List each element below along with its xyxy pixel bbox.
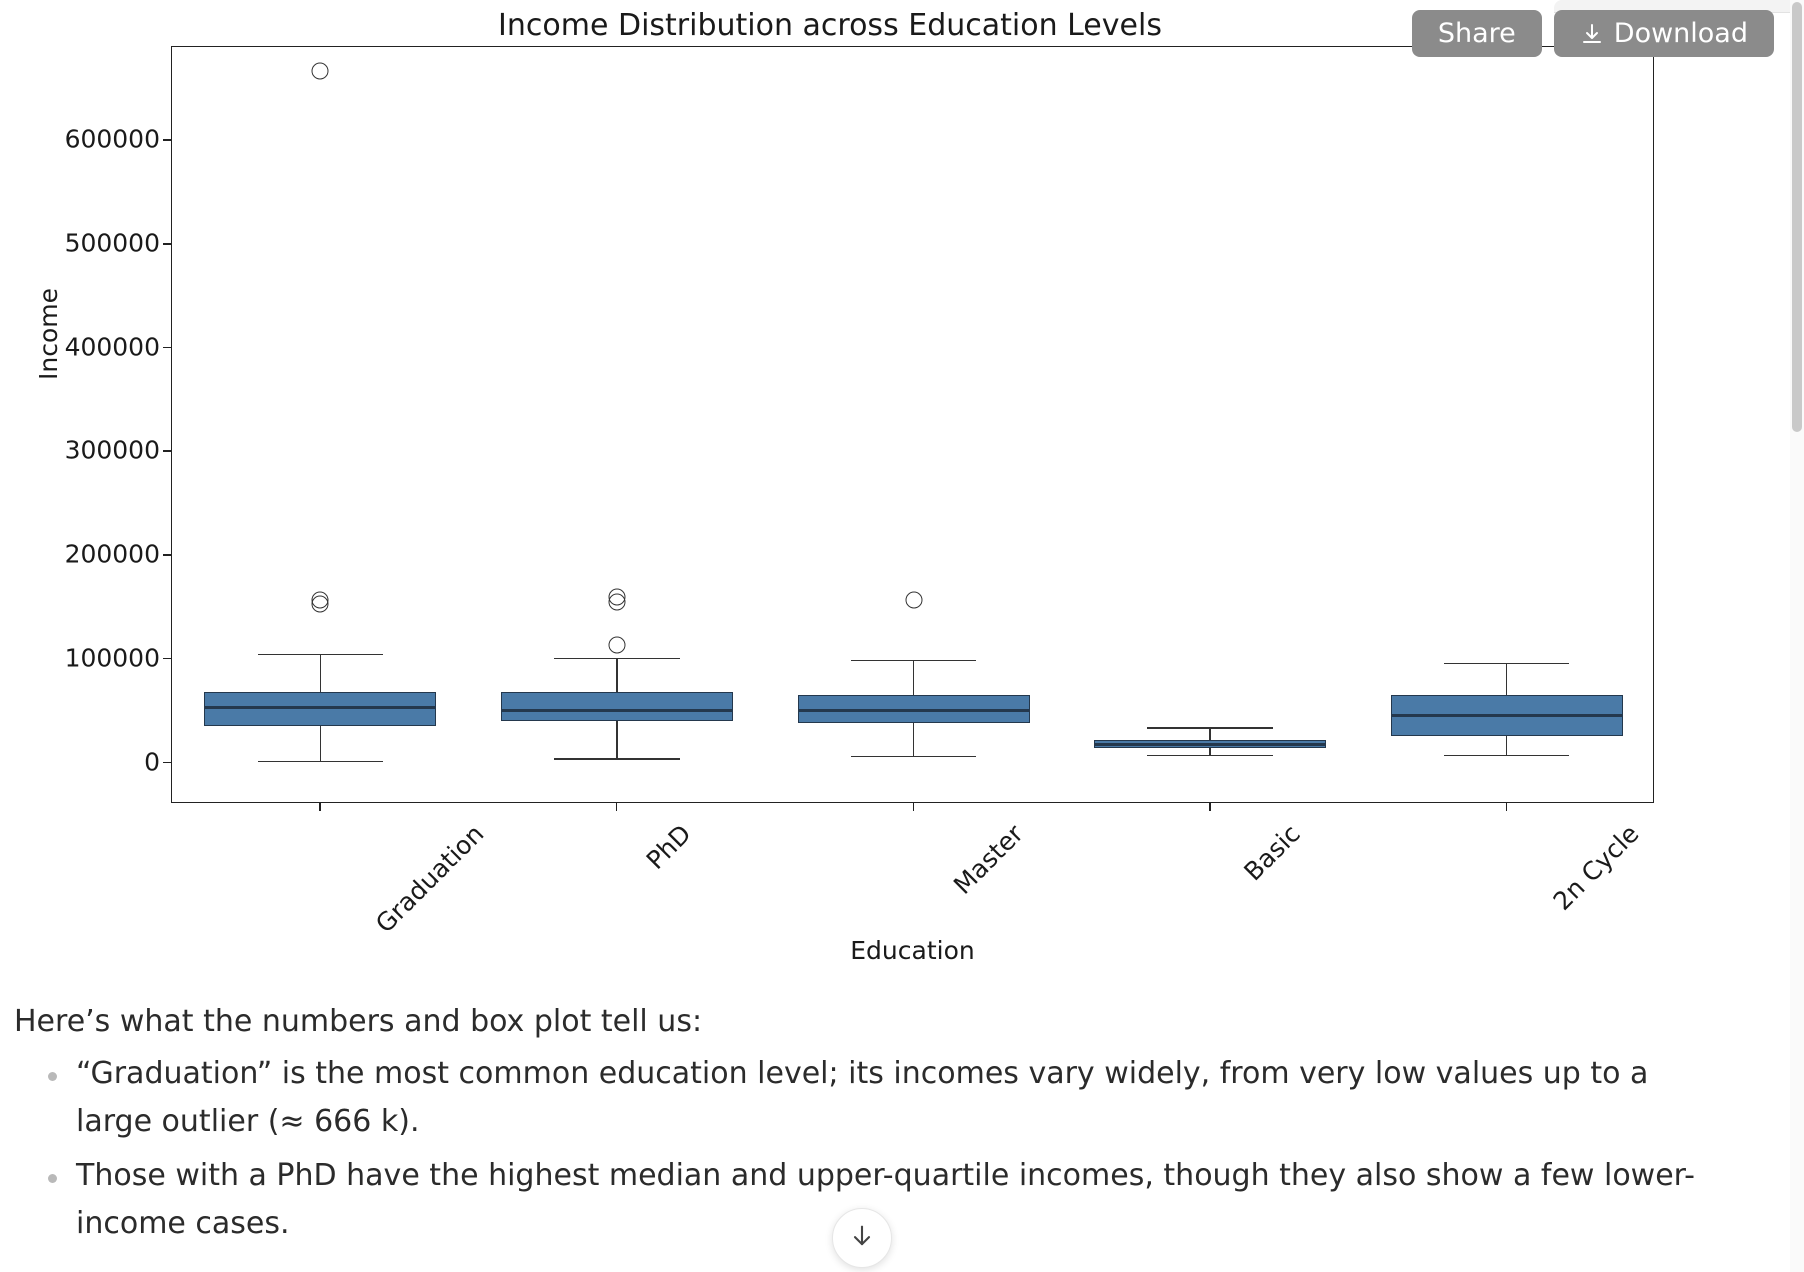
answer-bullet: “Graduation” is the most common education level; its incomes vary widely, from very low values up to a large outlier (≈ 666 k). <box>14 1050 1714 1146</box>
x-tick-label: 2n Cycle <box>1547 819 1645 916</box>
share-button[interactable] <box>1412 10 1542 57</box>
cap-lower <box>258 761 383 763</box>
chart-title: Income Distribution across Education Levels <box>498 8 1162 43</box>
x-tick-mark <box>1506 803 1508 811</box>
whisker-upper <box>913 660 915 695</box>
median-line <box>204 706 436 709</box>
y-tick-label: 400000 <box>64 332 160 362</box>
y-tick-label: 200000 <box>64 539 160 569</box>
share-button-label: Share <box>1437 18 1516 49</box>
y-tick-mark <box>163 139 171 141</box>
scroll-to-bottom-button[interactable] <box>832 1208 892 1268</box>
cap-upper <box>554 658 679 660</box>
x-tick-label: Master <box>947 819 1029 900</box>
median-line <box>501 709 733 712</box>
y-tick-label: 300000 <box>64 435 160 465</box>
whisker-upper <box>1506 663 1508 695</box>
cap-lower <box>851 756 976 758</box>
x-tick-label: Graduation <box>370 819 490 939</box>
download-button-label: Download <box>1613 18 1748 49</box>
answer-lead: Here’s what the numbers and box plot tell us: <box>14 1004 703 1039</box>
cap-lower <box>1147 755 1272 757</box>
x-tick-mark <box>616 803 618 811</box>
median-line <box>1094 743 1326 746</box>
plot-area <box>171 46 1654 803</box>
whisker-lower <box>616 721 618 758</box>
y-tick-mark <box>163 762 171 764</box>
outlier-point <box>905 591 922 608</box>
x-tick-mark <box>1209 803 1211 811</box>
x-axis-ticks <box>171 803 1654 993</box>
y-axis-ticks <box>0 46 160 803</box>
whisker-upper <box>1209 727 1211 739</box>
whisker-lower <box>913 723 915 756</box>
cap-upper <box>258 654 383 656</box>
outlier-point <box>312 63 329 80</box>
whisker-upper <box>320 654 322 692</box>
cap-upper <box>851 660 976 662</box>
chart-action-buttons <box>1412 10 1774 57</box>
answer-bullet: Those with a PhD have the highest median and upper-quartile incomes, though they also show a few lower-income cases. <box>14 1152 1714 1248</box>
x-tick-mark <box>913 803 915 811</box>
y-tick-mark <box>163 450 171 452</box>
box-phd <box>501 692 733 721</box>
y-tick-mark <box>163 658 171 660</box>
y-tick-mark <box>163 554 171 556</box>
outlier-point <box>608 637 625 654</box>
cap-upper <box>1444 663 1569 665</box>
y-tick-mark <box>163 347 171 349</box>
x-axis-label: Education <box>850 936 975 965</box>
outlier-point <box>608 588 625 605</box>
x-tick-label: Basic <box>1238 819 1306 887</box>
y-tick-mark <box>163 243 171 245</box>
whisker-lower <box>1506 736 1508 755</box>
cap-lower <box>554 758 679 760</box>
x-tick-label: PhD <box>640 819 697 875</box>
cap-upper <box>1147 727 1272 729</box>
y-tick-label: 100000 <box>64 643 160 673</box>
y-tick-label: 500000 <box>64 228 160 258</box>
y-axis-label: Income <box>34 288 63 380</box>
page-scrollbar-thumb[interactable] <box>1792 2 1802 432</box>
whisker-upper <box>616 658 618 692</box>
outlier-point <box>312 591 329 608</box>
whisker-lower <box>320 726 322 761</box>
median-line <box>1391 714 1623 717</box>
download-button[interactable] <box>1554 10 1774 57</box>
whisker-lower <box>1209 748 1211 755</box>
cap-lower <box>1444 755 1569 757</box>
arrow-down-icon <box>848 1222 876 1254</box>
download-icon <box>1580 22 1604 46</box>
median-line <box>798 709 1030 712</box>
y-tick-label: 0 <box>144 747 160 777</box>
y-tick-label: 600000 <box>64 124 160 154</box>
x-tick-mark <box>319 803 321 811</box>
